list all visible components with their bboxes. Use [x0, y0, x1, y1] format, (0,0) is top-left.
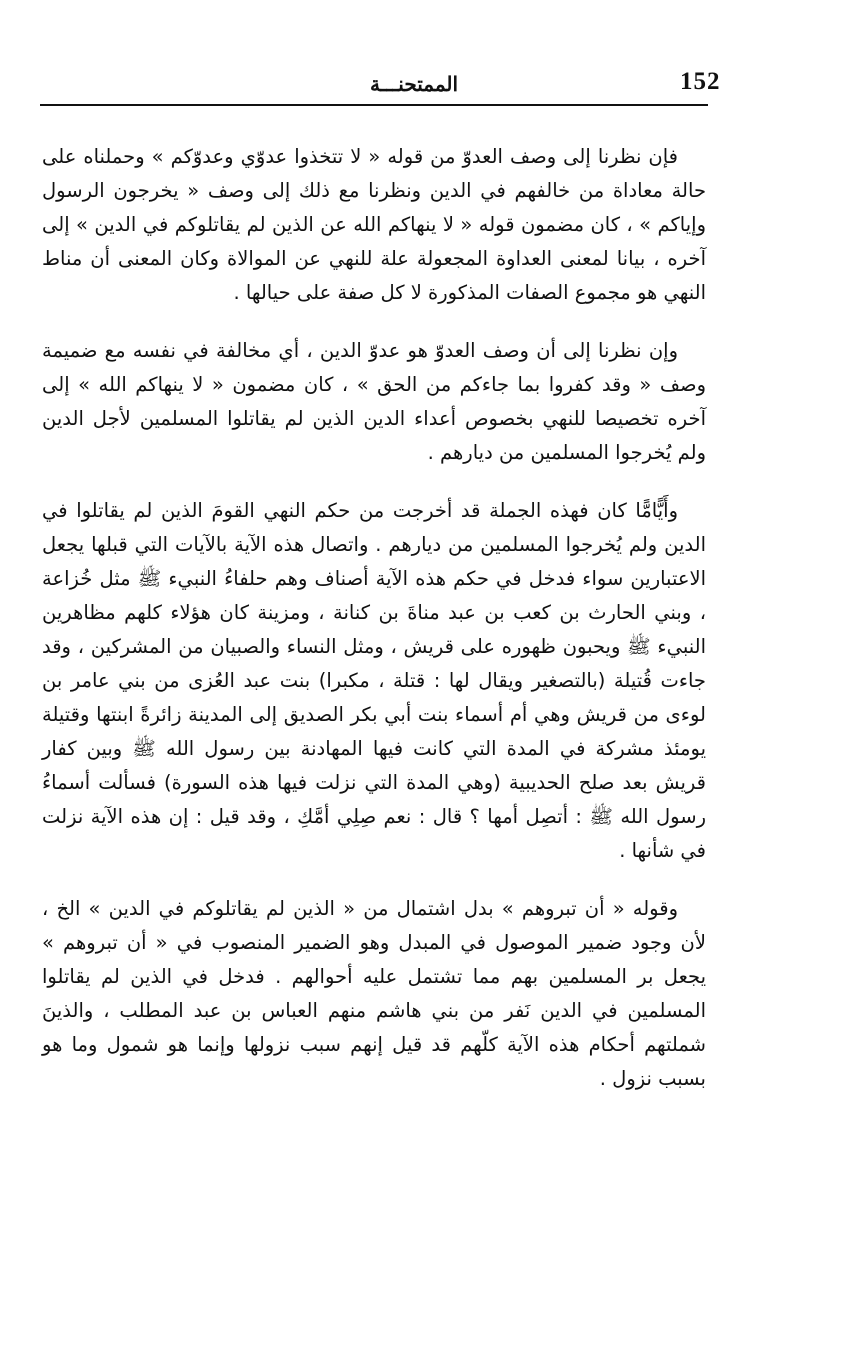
paragraph-4: وقوله « أن تبروهم » بدل اشتمال من « الذين لم يقاتلوكم في الدين » الخ ، لأن وجود ضمير الموصول في المبدل وهو الضمير المنصوب في « أن تبروهم » يجعل بر المسلمين بهم مما تشتمل عليه أحوالهم . فدخل في الذين لم يقاتلوا المسلمين في الدين نَفر من بني هاشم منهم العباس بن عبد المطلب ، والذينَ شملتهم أحكام هذه الآية كلّهم قد قيل إنهم سبب نزولها وإنما هو شمول وما هو بسبب نزول . — [42, 897, 706, 1090]
paragraph-2: وإن نظرنا إلى أن وصف العدوّ هو عدوّ الدين ، أي مخالفة في نفسه مع ضميمة وصف « وقد كفروا بما جاءكم من الحق » ، كان مضمون « لا ينهاكم الله » إلى آخره تخصيصا للنهي بخصوص أعداء الدين الذين لم يقاتلوا المسلمين لأجل الدين ولم يُخرجوا المسلمين من ديارهم . — [42, 339, 706, 464]
paragraph-3: وأَيًّامًّا كان فهذه الجملة قد أخرجت من حكم النهي القومَ الذين لم يقاتلوا في الدين ولم يُخرجوا المسلمين من ديارهم . واتصال هذه الآية بالآيات التي قبلها يجعل الاعتبارين سواء فدخل في حكم هذه الآية أصناف وهم حلفاءُ النبيء ﷺ مثل خُزاعة ، وبني الحارث بن كعب بن عبد مناةَ بن كنانة ، ومزينة كان هؤلاء كلهم مظاهرين النبيء ﷺ ويحبون ظهوره على قريش ، ومثل النساء والصبيان من المشركين ، وقد جاءت قُتيلة (بالتصغير ويقال لها : قتلة ، مكبرا) بنت عبد العُزى من بني عامر بن لوءى من قريش وهي أم أسماء بنت أبي بكر الصديق إلى المدينة زائرةً ابنتها وقتيلة يومئذ مشركة في المدة التي كانت فيها المهادنة بين رسول الله ﷺ وبين كفار قريش بعد صلح الحديبية (وهي المدة التي نزلت فيها هذه السورة) فسألت أسماءُ رسول الله ﷺ : أتصِل أمها ؟ قال : نعم صِلِي أمَّكِ ، وقد قيل : إن هذه الآية نزلت في شأنها . — [42, 499, 706, 862]
page-number: 152 — [680, 68, 721, 95]
paragraph-1: فإن نظرنا إلى وصف العدوّ من قوله « لا تتخذوا عدوّي وعدوّكم » وحملناه على حالة معاداة من خالفهم في الدين ونظرنا مع ذلك إلى وصف « يخرجون الرسول وإياكم » ، كان مضمون قوله « لا ينهاكم الله عن الذين لم يقاتلوكم في الدين » إلى آخره ، بيانا لمعنى العداوة المجعولة علة للنهي عن الموالاة وكان المعنى أن مناط النهي هو مجموع الصفات المذكورة لا كل صفة على حيالها . — [42, 145, 706, 304]
running-title: الممتحنـــة — [370, 72, 459, 96]
header-rule — [40, 104, 708, 106]
body-text — [42, 140, 706, 1120]
page-header — [40, 62, 721, 102]
